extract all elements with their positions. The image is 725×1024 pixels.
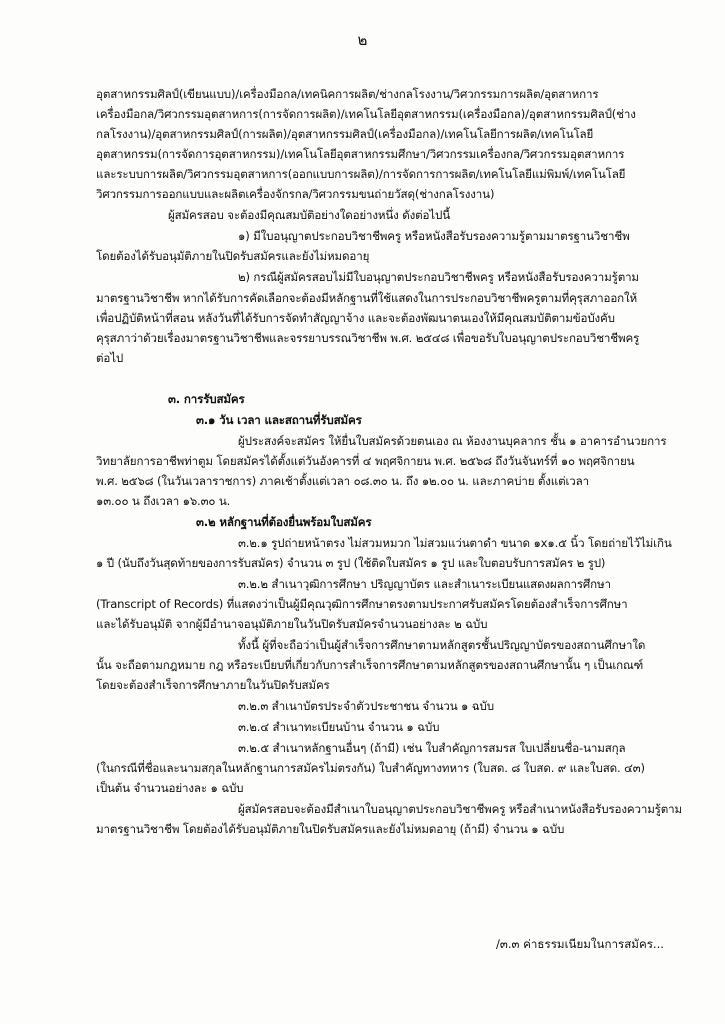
body-text-line: เป็นต้น จำนวนอย่างละ ๑ ฉบับ <box>96 781 244 795</box>
body-text-line: ผู้ประสงค์จะสมัคร ให้ยื่นใบสมัครด้วยตนเอง ณ ห้องงานบุคลากร ชั้น ๑ อาคารอำนวยการ <box>238 434 667 448</box>
body-text-line: ผู้สมัครสอบจะต้องมีสำเนาใบอนุญาตประกอบวิชาชีพครู หรือสำเนาหนังสือรับรองความรู้ตาม <box>238 802 682 816</box>
body-text-line: อุตสาหกรรม(การจัดการอุตสาหกรรม)/เทคโนโลยีอุตสาหกรรมศึกษา/วิศวกรรมเครื่องกล/วิศวกรรมอุตสาหการ <box>96 147 625 161</box>
body-text-line: ๑) มีใบอนุญาตประกอบวิชาชีพครู หรือหนังสือรับรองความรู้ตามมาตรฐานวิชาชีพ <box>238 229 630 243</box>
body-text-line: และระบบการผลิต/วิศวกรรมอุตสาหการ(ออกแบบการผลิต)/การจัดการการผลิต/เทคโนโลยีแม่พิมพ์/เทคโนโลยี <box>96 167 626 181</box>
body-text-line: โดยต้องได้รับอนุมัติภายในปิดรับสมัครและยังไม่หมดอายุ <box>96 249 370 263</box>
body-text-line: โดยจะต้องสำเร็จการศึกษาภายในวันปิดรับสมัคร <box>96 678 330 692</box>
body-text-line: ๒) กรณีผู้สมัครสอบไม่มีใบอนุญาตประกอบวิชาชีพครู หรือหนังสือรับรองความรู้ตาม <box>238 270 639 284</box>
body-text-line: พ.ศ. ๒๕๖๘ (ในวันเวลาราชการ) ภาคเช้าตั้งแต่เวลา ๐๘.๓๐ น. ถึง ๑๒.๐๐ น. และภาคบ่าย ตั้งแต่เวลา <box>96 474 589 488</box>
body-text-line: ๑๓.๐๐ น ถึงเวลา ๑๖.๓๐ น. <box>96 494 231 508</box>
continuation-footer: /๓.๓ ค่าธรรมเนียมในการสมัคร... <box>496 937 664 951</box>
body-text-line: ๓.๒.๒ สำเนาวุฒิการศึกษา ปริญญาบัตร และสำเนาระเบียนแสดงผลการศึกษา <box>238 577 611 591</box>
body-text-line: ทั้งนี้ ผู้ที่จะถือว่าเป็นผู้สำเร็จการศึกษาตามหลักสูตรชั้นปริญญาบัตรของสถานศึกษาใด <box>238 638 646 652</box>
body-text-line: ๓.๒.๓ สำเนาบัตรประจำตัวประชาชน จำนวน ๑ ฉบับ <box>238 699 494 713</box>
body-text-line: วิศวกรรมการออกแบบและผลิตเครื่องจักรกล/วิศวกรรมขนถ่ายวัสดุ(ช่างกลโรงงาน) <box>96 187 495 201</box>
body-text-line: ๓.๒.๕ สำเนาหลักฐานอื่นๆ (ถ้ามี) เช่น ใบสำคัญการสมรส ใบเปลี่ยนชื่อ-นามสกุล <box>238 741 626 755</box>
body-text-line: มาตรฐานวิชาชีพ โดยต้องได้รับอนุมัติภายในปิดรับสมัครและยังไม่หมดอายุ (ถ้ามี) จำนวน ๑ ฉบับ <box>96 822 565 836</box>
body-text-line: คุรุสภาว่าด้วยเรื่องมาตรฐานวิชาชีพและจรรยาบรรณวิชาชีพ พ.ศ. ๒๕๔๘ เพื่อขอรับใบอนุญาตประกอบวิชาชีพครู <box>96 331 640 345</box>
body-text-line: ๑ ปี (นับถึงวันสุดท้ายของการรับสมัคร) จำนวน ๓ รูป (ใช้ติดใบสมัคร ๑ รูป และใบตอบรับการสมัคร ๒ รูป) <box>96 556 606 570</box>
body-text-line: นั้น จะถือตามกฎหมาย กฎ หรือระเบียบที่เกี่ยวกับการสำเร็จการศึกษาตามหลักสูตรของสถานศึกษานั้น ๆ เป็นเกณฑ์ <box>96 658 644 672</box>
body-text-line: กลโรงงาน)/อุตสาหกรรมศิลป์(การผลิต)/อุตสาหกรรมศิลป์(เครื่องมือกล)/เทคโนโลยีการผลิต/เทคโนโลยี <box>96 127 594 141</box>
section-heading: ๓. การรับสมัคร <box>168 392 245 406</box>
section-heading: ๓.๒ หลักฐานที่ต้องยื่นพร้อมใบสมัคร <box>196 515 372 529</box>
body-text-line: ๓.๒.๑ รูปถ่ายหน้าตรง ไม่สวมหมวก ไม่สวมแว่นตาดำ ขนาด ๑x๑.๕ นิ้ว โดยถ่ายไว้ไม่เกิน <box>238 536 672 550</box>
body-text-line: เพื่อปฏิบัติหน้าที่สอน หลังวันที่ได้รับการจัดทำสัญญาจ้าง และจะต้องพัฒนาตนเองให้มีคุณสมบัติตามข้อบังคับ <box>96 311 615 325</box>
body-text-line: และได้รับอนุมัติ จากผู้มีอำนาจอนุมัติภายในวันปิดรับสมัครจำนวนอย่างละ ๒ ฉบับ <box>96 617 488 631</box>
body-text-line: (ในกรณีที่ชื่อและนามสกุลในหลักฐานการสมัครไม่ตรงกัน) ใบสำคัญทางทหาร (ใบสด. ๘ ใบสด. ๙ และใบสด. ๔๓) <box>96 761 645 775</box>
body-text-line: อุตสาหกรรมศิลป์(เขียนแบบ)/เครื่องมือกล/เทคนิคการผลิต/ช่างกลโรงงาน/วิศวกรรมการผลิต/อุตสาหการ <box>96 87 599 101</box>
body-text-line: เครื่องมือกล/วิศวกรรมอุตสาหการ(การจัดการผลิต)/เทคโนโลยีอุตสาหกรรม(เครื่องมือกล)/อุตสาหกรรมศิลป์(ช่าง <box>96 107 636 121</box>
body-text-line: วิทยาลัยการอาชีพท่าตูม โดยสมัครได้ตั้งแต่วันอังคารที่ ๔ พฤศจิกายน พ.ศ. ๒๕๖๘ ถึงวันจันทร์ที่ ๑๐ พฤศจิกายน <box>96 454 635 468</box>
body-text-line: มาตรฐานวิชาชีพ หากได้รับการคัดเลือกจะต้องมีหลักฐานที่ใช้แสดงในการประกอบวิชาชีพครูตามที่คุรุสภาออกให้ <box>96 291 638 305</box>
page-number: ๒ <box>357 31 368 49</box>
body-text-line: ต่อไป <box>96 351 124 365</box>
body-text-line: ๓.๒.๔ สำเนาทะเบียนบ้าน จำนวน ๑ ฉบับ <box>238 720 440 734</box>
section-heading: ๓.๑ วัน เวลา และสถานที่รับสมัคร <box>196 413 362 427</box>
body-text-line: (Transcript of Records) ที่แสดงว่าเป็นผู้มีคุณวุฒิการศึกษาตรงตามประกาศรับสมัครโดยต้องสำเร็จการศึกษา <box>96 597 628 611</box>
body-text-line: ผู้สมัครสอบ จะต้องมีคุณสมบัติอย่างใดอย่างหนึ่ง ดังต่อไปนี้ <box>168 208 450 222</box>
